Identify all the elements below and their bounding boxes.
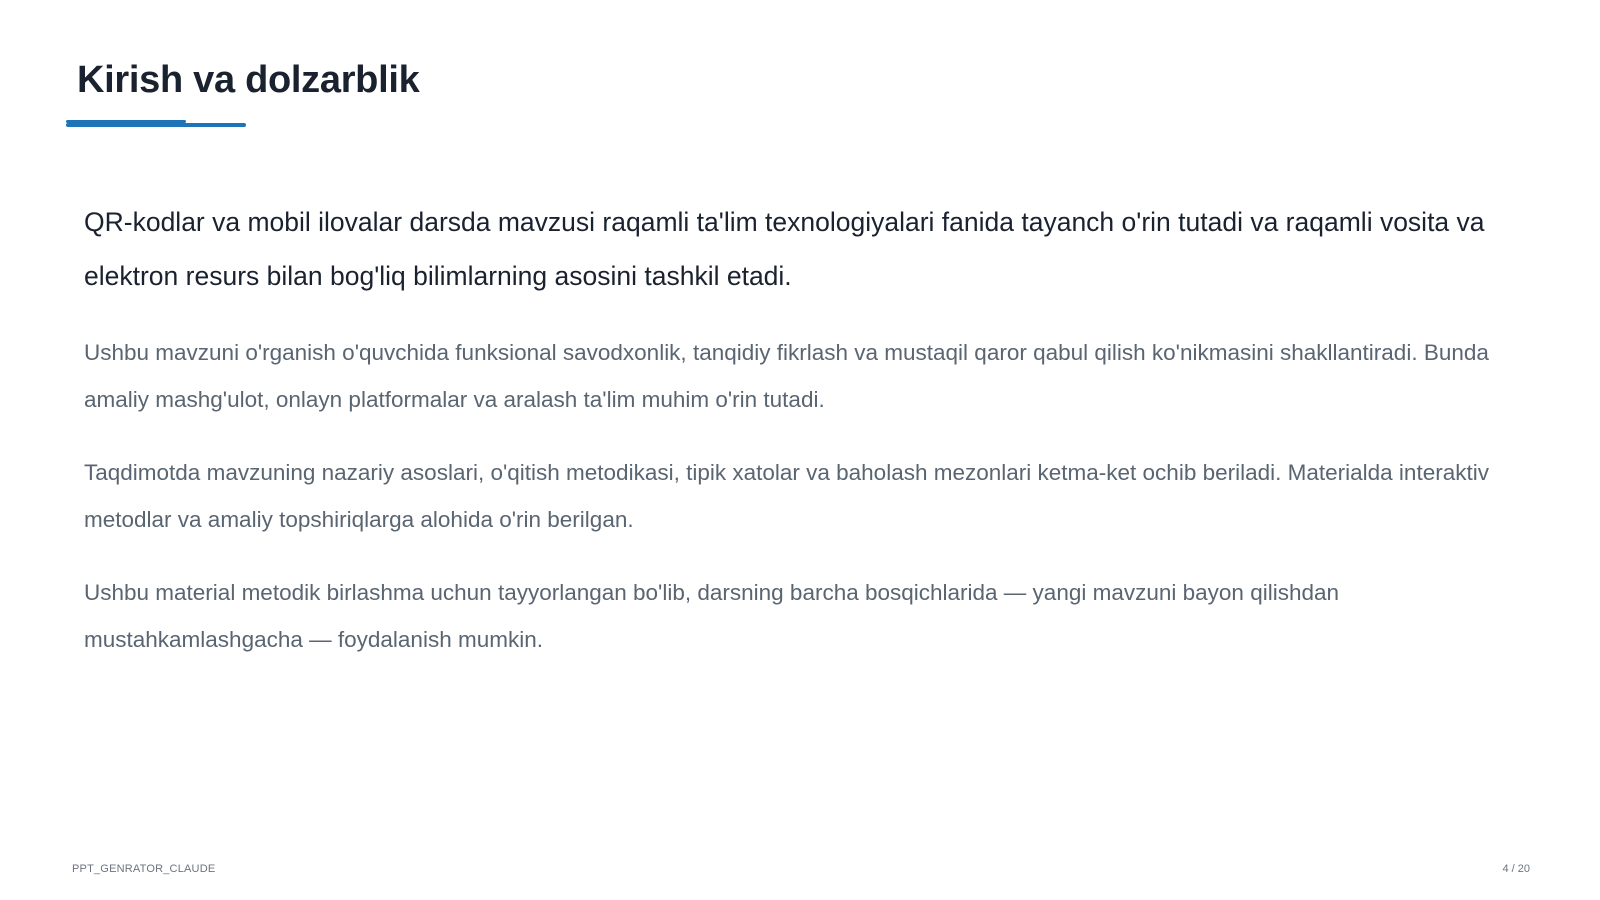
body-paragraph-2: Taqdimotda mavzuning nazariy asoslari, o'qitish metodikasi, tipik xatolar va baholash mezonlari ketma-ket ochib beriladi. Materialda interaktiv metodlar va amaliy topshiriqlarga alohida o'rin berilgan. (84, 460, 1489, 532)
slide-content (84, 195, 1514, 689)
footer-label: PPT_GENRATOR_CLAUDE (72, 863, 216, 875)
title-underline (66, 123, 246, 127)
body-paragraph-1: Ushbu mavzuni o'rganish o'quvchida funksional savodxonlik, tanqidiy fikrlash va mustaqil qaror qabul qilish ko'nikmasini shakllantiradi. Bunda amaliy mashg'ulot, onlayn platformalar va aralash ta'lim muhim o'rin tutadi. (84, 340, 1489, 412)
page-number: 4 / 20 (1502, 863, 1530, 875)
body-paragraph-3: Ushbu material metodik birlashma uchun tayyorlangan bo'lib, darsning barcha bosqichlarida — yangi mavzuni bayon qilishdan mustahkamlashgacha — foydalanish mumkin. (84, 580, 1340, 652)
lead-paragraph: QR-kodlar va mobil ilovalar darsda mavzusi raqamli ta'lim texnologiyalari fanida tayanch o'rin tutadi va raqamli vosita va elektron resurs bilan bog'liq bilimlarning asosini tashkil etadi. (84, 207, 1485, 291)
slide-title: Kirish va dolzarblik (77, 59, 420, 101)
